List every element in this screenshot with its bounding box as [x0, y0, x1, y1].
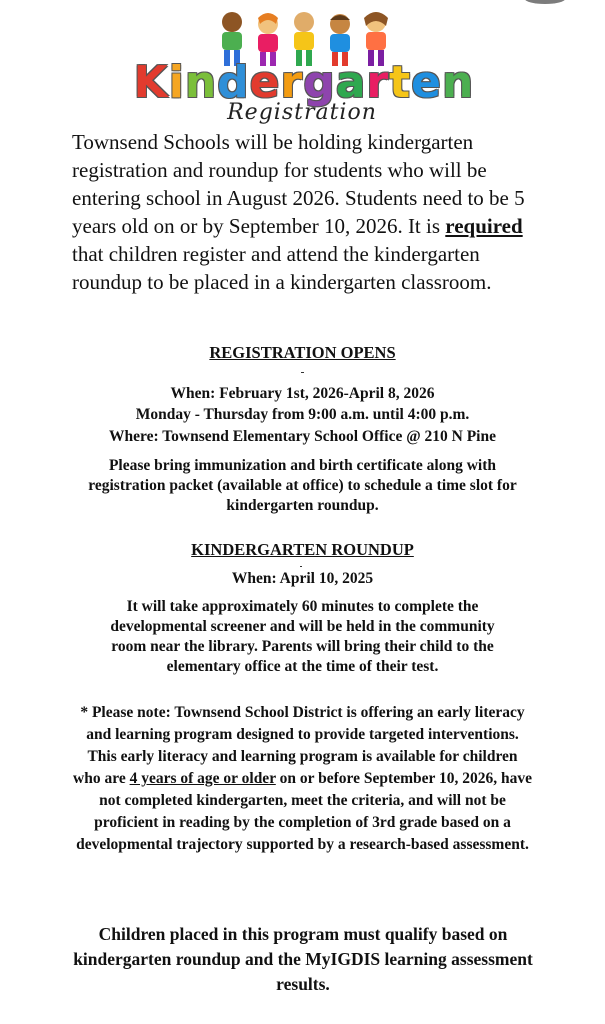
required-emphasis: required [445, 214, 523, 238]
registration-hours: Monday - Thursday from 9:00 a.m. until 4:00 p.m. [135, 406, 470, 423]
title-letter: e [249, 57, 281, 108]
title-letter: d [217, 57, 250, 108]
intro-text-before: Townsend Schools will be holding kindergarten registration and roundup for students who will be entering school in August 2026. Students need to be 5 years old on or by September 10, 2026. It is [72, 130, 525, 238]
stray-mark [301, 372, 304, 373]
corner-shadow [525, 0, 565, 4]
roundup-when: When: April 10, 2025 [231, 570, 374, 587]
title-letter: K [133, 57, 169, 108]
kindergarten-logo [110, 8, 500, 128]
roundup-heading: KINDERGARTEN ROUNDUP [191, 540, 414, 559]
registration-subtitle: Registration [227, 100, 377, 125]
title-letter: e [411, 57, 443, 108]
title-letter: i [168, 57, 185, 108]
title-letter: r [280, 57, 304, 108]
intro-text-after: that children register and attend the kindergarten roundup to be placed in a kindergarten classroom. [72, 242, 492, 294]
registration-where: Where: Townsend Elementary School Office @ 210 N Pine [109, 428, 496, 445]
note-paragraph [72, 702, 533, 856]
registration-bring: Please bring immunization and birth certificate along with registration packet (available at office) to schedule a time slot for kindergarten roundup. [88, 457, 517, 514]
closing-paragraph: Children placed in this program must qualify based on kindergarten roundup and the MyIGDIS learning assessment results. [73, 924, 533, 994]
age-emphasis: 4 years of age or older [129, 770, 276, 787]
title-letter: t [389, 57, 412, 108]
roundup-details: It will take approximately 60 minutes to complete the developmental screener and will be held in the community room near the library. Parents will bring their child to the elementary office at the time of their test. [110, 598, 495, 675]
note-text-before: * Please note: Townsend School District is offering an early literacy and learning program designed to provide targeted interventions. This early literacy and learning program is available for children who are [73, 704, 525, 787]
note-text-after: on or before September 10, 2026, have not completed kindergarten, meet the criteria, and will not be proficient in reading by the completion of 3rd grade based on a developmental trajectory supported by a research-based assessment. [76, 770, 532, 853]
stray-mark [300, 566, 302, 567]
registration-heading: REGISTRATION OPENS [209, 343, 396, 362]
title-letter: r [366, 57, 390, 108]
intro-paragraph [72, 128, 542, 296]
registration-when: When: February 1st, 2026-April 8, 2026 [170, 385, 435, 402]
title-letter: g [303, 57, 336, 108]
title-letter: a [335, 57, 367, 108]
title-letter: n [184, 57, 218, 108]
title-letter: n [442, 57, 475, 108]
